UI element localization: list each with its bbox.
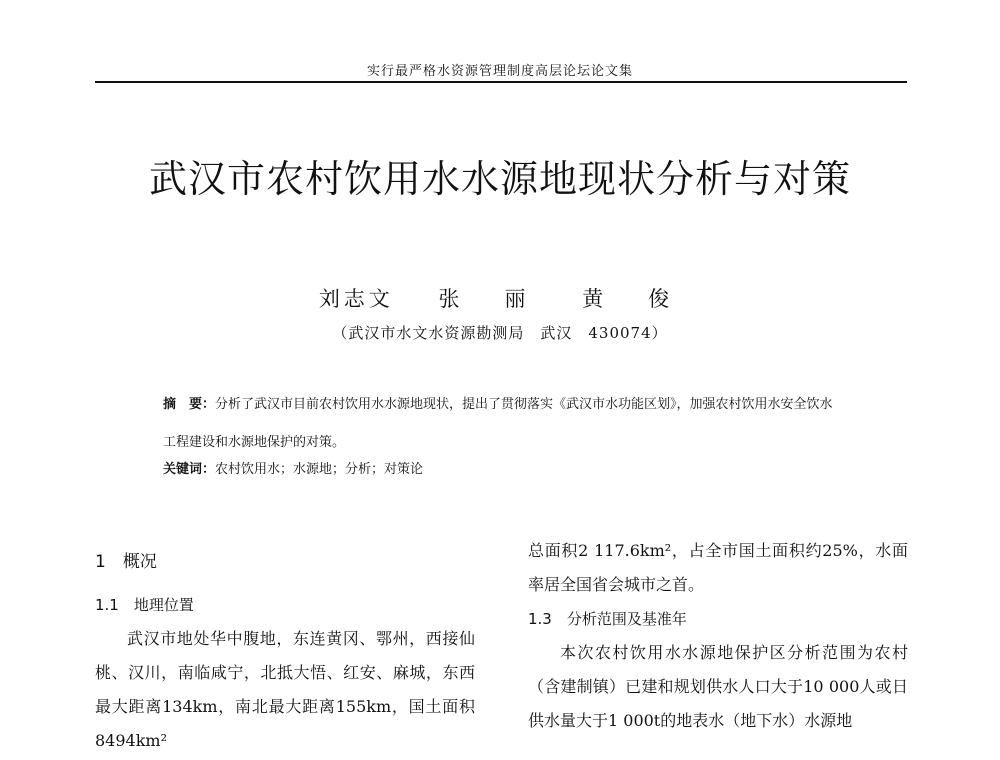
section-heading: 1 概况 bbox=[95, 552, 157, 572]
body-paragraph: 本次农村饮用水水源地保护区分析范围为农村（含建制镇）已建和规划供水人口大于10 000人或日供水量大于1 000t的地表水（地下水）水源地 bbox=[528, 643, 908, 730]
keywords-label: 关键词： bbox=[163, 462, 216, 477]
abstract-text: 分析了武汉市目前农村饮用水水源地现状，提出了贯彻落实《武汉市水功能区划》，加强农村饮用水安全饮水工程建设和水源地保护的对策。 bbox=[163, 397, 833, 450]
subsection-heading: 1.3 分析范围及基准年 bbox=[528, 610, 687, 628]
keywords bbox=[163, 458, 423, 477]
body-paragraph: 武汉市地处华中腹地，东连黄冈、鄂州，西接仙桃、汉川，南临咸宁，北抵大悟、红安、麻城，东西最大距离134km，南北最大距离155km，国土面积8494km² bbox=[95, 629, 475, 750]
author-name: 张 丽 bbox=[438, 287, 538, 311]
author-list bbox=[0, 283, 1000, 313]
keywords-text: 农村饮用水；水源地；分析；对策论 bbox=[215, 462, 424, 477]
header-rule bbox=[95, 81, 907, 83]
author-name: 黄 俊 bbox=[582, 287, 682, 311]
author-affiliation: （武汉市水文水资源勘测局 武汉 430074） bbox=[332, 324, 668, 342]
left-column bbox=[95, 545, 475, 758]
running-header: 实行最严格水资源管理制度高层论坛论文集 bbox=[366, 64, 633, 79]
abstract bbox=[163, 386, 843, 462]
right-column bbox=[528, 534, 908, 738]
subsection-heading: 1.1 地理位置 bbox=[95, 596, 194, 614]
article-title: 武汉市农村饮用水水源地现状分析与对策 bbox=[148, 157, 851, 201]
body-paragraph: 总面积2 117.6km²，占全市国土面积约25%，水面率居全国省会城市之首。 bbox=[528, 541, 908, 594]
abstract-label: 摘 要： bbox=[163, 397, 216, 412]
author-name: 刘志文 bbox=[318, 287, 394, 311]
